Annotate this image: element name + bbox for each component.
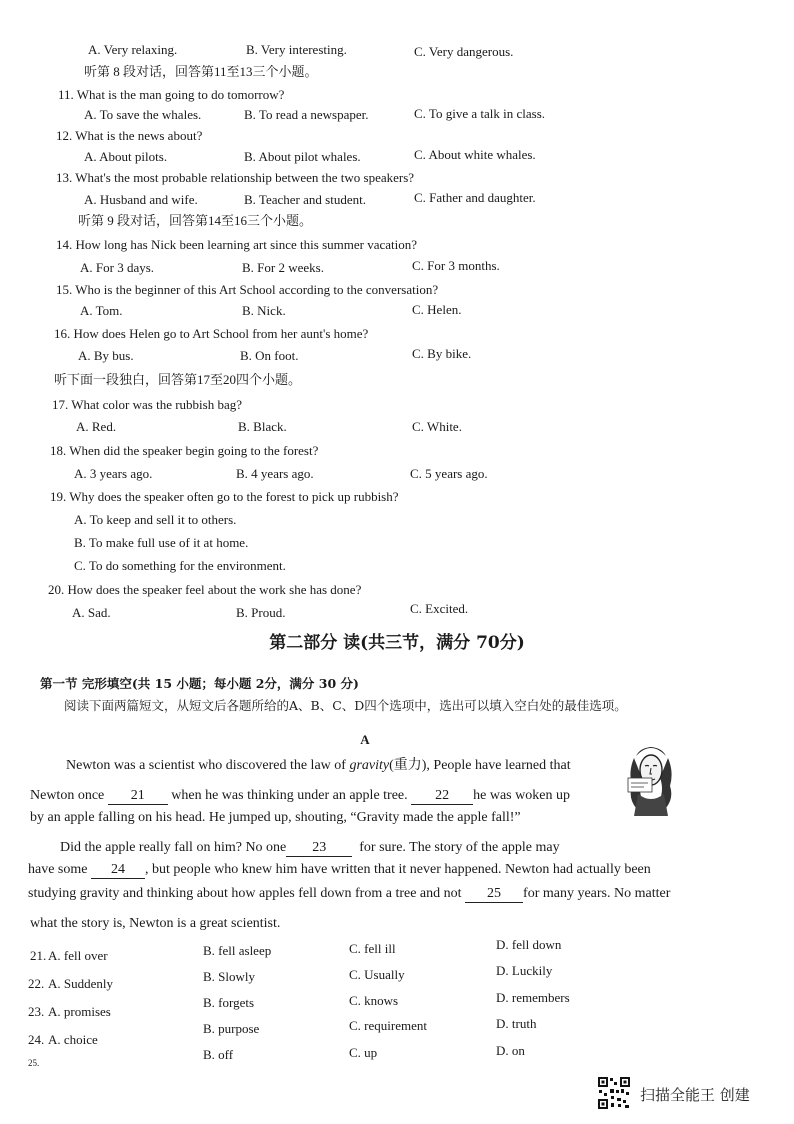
q16-option-a: A. By bus. — [78, 348, 134, 363]
section1-title: 第一节 完形填空(共 15 小题；每小题 2分，满分 30 分) — [40, 676, 359, 691]
q17-option-a: A. Red. — [76, 419, 117, 434]
passage-line-4-a: Did the apple really fall on him? No one — [60, 840, 287, 855]
q22-option-a: A. Suddenly — [48, 976, 113, 991]
passage-line-5 — [28, 862, 651, 879]
passage-line-5-b: , but people who knew him have written that it never happened. Newton had actually been — [144, 862, 651, 877]
q15-option-a: A. Tom. — [80, 303, 123, 318]
q25-option-c: C. up — [349, 1045, 378, 1060]
passage-line-2-b: when he was thinking under an apple tree. — [171, 788, 408, 803]
q13-option-c: C. Father and daughter. — [414, 190, 536, 205]
q22-option-d: D. Luckily — [496, 963, 553, 978]
passage-line-1 — [66, 758, 571, 774]
option-num-25: 25. — [28, 1058, 40, 1068]
qr-code-icon — [597, 1076, 631, 1110]
q16-option-b: B. On foot. — [240, 348, 299, 363]
blank-23: 23 — [286, 840, 352, 857]
q21-option-a: A. fell over — [48, 948, 108, 963]
q18-stem: 18. When did the speaker begin going to the forest? — [50, 443, 319, 458]
q25-option-d: D. on — [496, 1043, 525, 1058]
passage-line-1-rest: (重力), People have learned that — [389, 758, 571, 773]
passage-line-2-a: Newton once — [30, 788, 105, 803]
q10-option-a: A. Very relaxing. — [88, 42, 178, 57]
q16-stem: 16. How does Helen go to Art School from her aunt's home? — [54, 326, 369, 341]
q23-option-c: C. knows — [349, 993, 399, 1008]
q17-stem: 17. What color was the rubbish bag? — [52, 397, 243, 412]
q19-stem: 19. Why does the speaker often go to the forest to pick up rubbish? — [50, 489, 399, 504]
passage-line-1-text: Newton was a scientist who discovered the law of — [66, 758, 350, 773]
q18-option-b: B. 4 years ago. — [236, 466, 314, 481]
q21-option-c: C. fell ill — [349, 941, 396, 956]
q11-option-b: B. To read a newspaper. — [244, 107, 369, 122]
q20-option-a: A. Sad. — [72, 605, 111, 620]
q14-stem: 14. How long has Nick been learning art since this summer vacation? — [56, 237, 418, 252]
cloze-instruction: 阅读下面两篇短文，从短文后各题所给的A、B、C、D四个选项中，选出可以填入空白处的最佳选项。 — [64, 698, 627, 713]
passage-line-4 — [60, 840, 560, 857]
q20-stem: 20. How does the speaker feel about the work she has done? — [48, 582, 362, 597]
option-num-23: 23. — [28, 1004, 45, 1019]
q11-stem: 11. What is the man going to do tomorrow? — [58, 87, 285, 102]
q17-option-b: B. Black. — [238, 419, 287, 434]
blank-24: 24 — [91, 862, 145, 879]
passage-line-2 — [30, 788, 570, 805]
q10-option-b: B. Very interesting. — [246, 42, 347, 57]
part2-title: 第二部分 读(共三节，满分 70分) — [269, 633, 525, 653]
q12-option-b: B. About pilot whales. — [244, 149, 361, 164]
q17-option-c: C. White. — [412, 419, 462, 434]
q14-option-a: A. For 3 days. — [80, 260, 155, 275]
dialog8-instruction: 听第 8 段对话，回答第11至13三个小题。 — [84, 64, 318, 79]
passage-line-5-a: have some — [28, 862, 88, 877]
q24-option-b: B. purpose — [203, 1021, 260, 1036]
blank-22: 22 — [411, 788, 473, 805]
q14-option-b: B. For 2 weeks. — [242, 260, 324, 275]
dialog9-instruction: 听第 9 段对话，回答第14至16三个小题。 — [78, 213, 313, 228]
passage-line-6-a: studying gravity and thinking about how apples fell down from a tree and not — [28, 886, 462, 901]
q18-option-a: A. 3 years ago. — [74, 466, 153, 481]
q19-option-a: A. To keep and sell it to others. — [74, 512, 237, 527]
q12-option-c: C. About white whales. — [414, 147, 536, 162]
q22-option-c: C. Usually — [349, 967, 405, 982]
q11-option-c: C. To give a talk in class. — [414, 106, 545, 121]
option-num-22: 22. — [28, 976, 45, 991]
passage-line-4-b: for sure. The story of the apple may — [359, 840, 560, 855]
q25-option-b: B. off — [203, 1047, 234, 1062]
q11-option-a: A. To save the whales. — [84, 107, 202, 122]
q22-option-b: B. Slowly — [203, 969, 256, 984]
q12-option-a: A. About pilots. — [84, 149, 168, 164]
passage-line-6-b: for many years. No matter — [523, 886, 671, 901]
q18-option-c: C. 5 years ago. — [410, 466, 488, 481]
q13-stem: 13. What's the most probable relationship between the two speakers? — [56, 170, 415, 185]
q23-option-a: A. promises — [48, 1004, 111, 1019]
q21-option-b: B. fell asleep — [203, 943, 272, 958]
option-num-24: 24. — [28, 1032, 45, 1047]
q13-option-b: B. Teacher and student. — [244, 192, 366, 207]
q16-option-c: C. By bike. — [412, 346, 472, 361]
passage-gravity-word: gravity — [349, 758, 390, 773]
q21-option-d: D. fell down — [496, 937, 562, 952]
q20-option-c: C. Excited. — [410, 601, 469, 616]
passage-line-3: by an apple falling on his head. He jumped up, shouting, “Gravity made the apple fall!” — [30, 810, 521, 825]
passage-line-2-c: he was woken up — [473, 788, 570, 803]
q19-option-c: C. To do something for the environment. — [74, 558, 286, 573]
passage-line-6 — [28, 886, 670, 903]
q24-option-c: C. requirement — [349, 1018, 427, 1033]
q19-option-b: B. To make full use of it at home. — [74, 535, 249, 550]
q14-option-c: C. For 3 months. — [412, 258, 500, 273]
q20-option-b: B. Proud. — [236, 605, 286, 620]
blank-21: 21 — [108, 788, 168, 805]
q15-stem: 15. Who is the beginner of this Art School according to the conversation? — [56, 282, 439, 297]
newton-portrait-icon — [622, 738, 680, 816]
scanner-watermark-text: 扫描全能王 创建 — [640, 1086, 750, 1104]
passage-label: A — [360, 732, 370, 747]
q24-option-d: D. truth — [496, 1016, 537, 1031]
option-num-21: 21. — [30, 948, 47, 963]
q23-option-d: D. remembers — [496, 990, 570, 1005]
q15-option-c: C. Helen. — [412, 302, 462, 317]
passage-line-7: what the story is, Newton is a great scientist. — [30, 916, 281, 931]
q12-stem: 12. What is the news about? — [56, 128, 203, 143]
monologue-instruction: 听下面一段独白，回答第17至20四个小题。 — [54, 372, 302, 387]
blank-25: 25 — [465, 886, 523, 903]
q10-option-c: C. Very dangerous. — [414, 44, 514, 59]
q23-option-b: B. forgets — [203, 995, 255, 1010]
q24-option-a: A. choice — [48, 1032, 98, 1047]
q15-option-b: B. Nick. — [242, 303, 286, 318]
q13-option-a: A. Husband and wife. — [84, 192, 198, 207]
